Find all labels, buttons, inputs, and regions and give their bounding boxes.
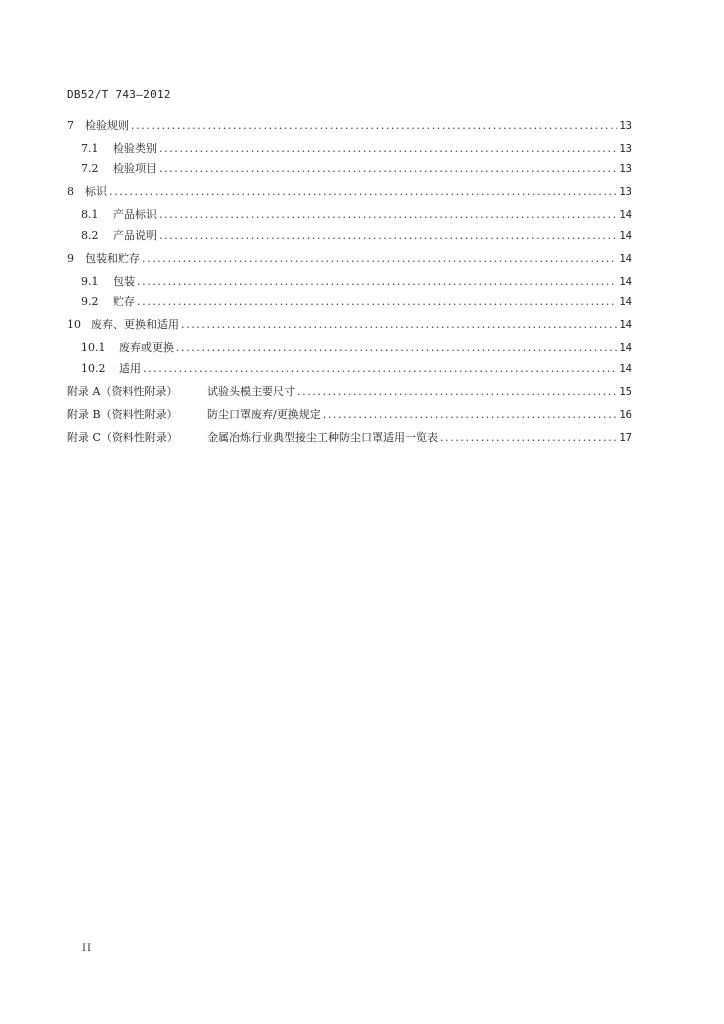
toc-entry-page: 14	[619, 342, 632, 354]
toc-entry-8-2[interactable]	[67, 227, 632, 243]
toc-dot-leader	[143, 362, 617, 376]
toc-dot-leader	[176, 341, 617, 355]
toc-entry-page: 13	[619, 163, 632, 175]
toc-entry-title: 防尘口罩废弃/更换规定	[207, 408, 321, 421]
toc-entry-8[interactable]	[67, 183, 632, 199]
toc-entry-page: 13	[619, 143, 632, 155]
toc-annex-label: 附录 B（资料性附录）	[67, 408, 178, 421]
toc-entry-title: 废弃、更换和适用	[91, 318, 179, 331]
toc-entry-number: 8.1	[81, 208, 99, 221]
toc-entry-page: 13	[619, 186, 632, 198]
toc-entry-annex-b[interactable]	[67, 406, 632, 422]
toc-entry-title: 检验类别	[113, 142, 157, 155]
toc-dot-leader	[159, 162, 617, 176]
toc-entry-number: 7.1	[81, 142, 99, 155]
toc-entry-7-1[interactable]	[67, 140, 632, 156]
toc-entry-page: 14	[619, 209, 632, 221]
toc-entry-10-1[interactable]	[67, 339, 632, 355]
toc-entry-title: 检验规则	[85, 119, 129, 132]
toc-dot-leader	[181, 318, 617, 332]
toc-entry-page: 14	[619, 276, 632, 288]
toc-entry-page: 14	[619, 363, 632, 375]
toc-entry-title: 试验头模主要尺寸	[207, 385, 295, 398]
toc-entry-number: 7	[67, 119, 74, 132]
toc-entry-page: 14	[619, 253, 632, 265]
toc-entry-page: 16	[619, 409, 632, 421]
toc-entry-8-1[interactable]	[67, 206, 632, 222]
toc-entry-title: 适用	[119, 362, 141, 375]
toc-entry-10-2[interactable]	[67, 360, 632, 376]
toc-dot-leader	[297, 385, 617, 399]
toc-entry-page: 15	[619, 386, 632, 398]
toc-dot-leader	[440, 431, 617, 445]
toc-entry-number: 8.2	[81, 229, 99, 242]
toc-dot-leader	[109, 185, 617, 199]
toc-entry-title: 包装和贮存	[85, 252, 140, 265]
toc-dot-leader	[131, 119, 617, 133]
toc-entry-annex-a[interactable]	[67, 383, 632, 399]
toc-entry-title: 产品标识	[113, 208, 157, 221]
toc-entry-7[interactable]	[67, 117, 632, 133]
toc-entry-7-2[interactable]	[67, 160, 632, 176]
toc-entry-number: 9	[67, 252, 74, 265]
toc-dot-leader	[142, 252, 617, 266]
page-number-footer: II	[82, 943, 92, 954]
toc-entry-title: 金属冶炼行业典型接尘工种防尘口罩适用一览表	[207, 431, 438, 444]
toc-entry-title: 检验项目	[113, 162, 157, 175]
toc-entry-9-1[interactable]	[67, 273, 632, 289]
toc-dot-leader	[137, 275, 617, 289]
toc-dot-leader	[137, 295, 617, 309]
toc-entry-page: 14	[619, 296, 632, 308]
toc-entry-number: 7.2	[81, 162, 99, 175]
toc-entry-title: 贮存	[113, 295, 135, 308]
toc-entry-page: 14	[619, 319, 632, 331]
document-code-header: DB52/T 743—2012	[67, 88, 171, 101]
toc-entry-number: 10	[67, 318, 81, 331]
toc-entry-title: 包装	[113, 275, 135, 288]
toc-annex-label: 附录 C（资料性附录）	[67, 431, 178, 444]
toc-entry-number: 10.2	[81, 362, 106, 375]
toc-entry-title: 废弃或更换	[119, 341, 174, 354]
toc-entry-title: 标识	[85, 185, 107, 198]
toc-annex-label: 附录 A（资料性附录）	[67, 385, 178, 398]
toc-dot-leader	[159, 229, 617, 243]
toc-entry-page: 17	[619, 432, 632, 444]
toc-entry-9[interactable]	[67, 250, 632, 266]
toc-entry-annex-c[interactable]	[67, 429, 632, 445]
toc-entry-page: 13	[619, 120, 632, 132]
toc-dot-leader	[159, 142, 617, 156]
toc-dot-leader	[323, 408, 618, 422]
toc-entry-10[interactable]	[67, 316, 632, 332]
toc-entry-page: 14	[619, 230, 632, 242]
toc-entry-number: 9.2	[81, 295, 99, 308]
toc-entry-9-2[interactable]	[67, 293, 632, 309]
toc-entry-number: 9.1	[81, 275, 99, 288]
toc-entry-title: 产品说明	[113, 229, 157, 242]
toc-entry-number: 8	[67, 185, 74, 198]
toc-dot-leader	[159, 208, 617, 222]
toc-entry-number: 10.1	[81, 341, 106, 354]
